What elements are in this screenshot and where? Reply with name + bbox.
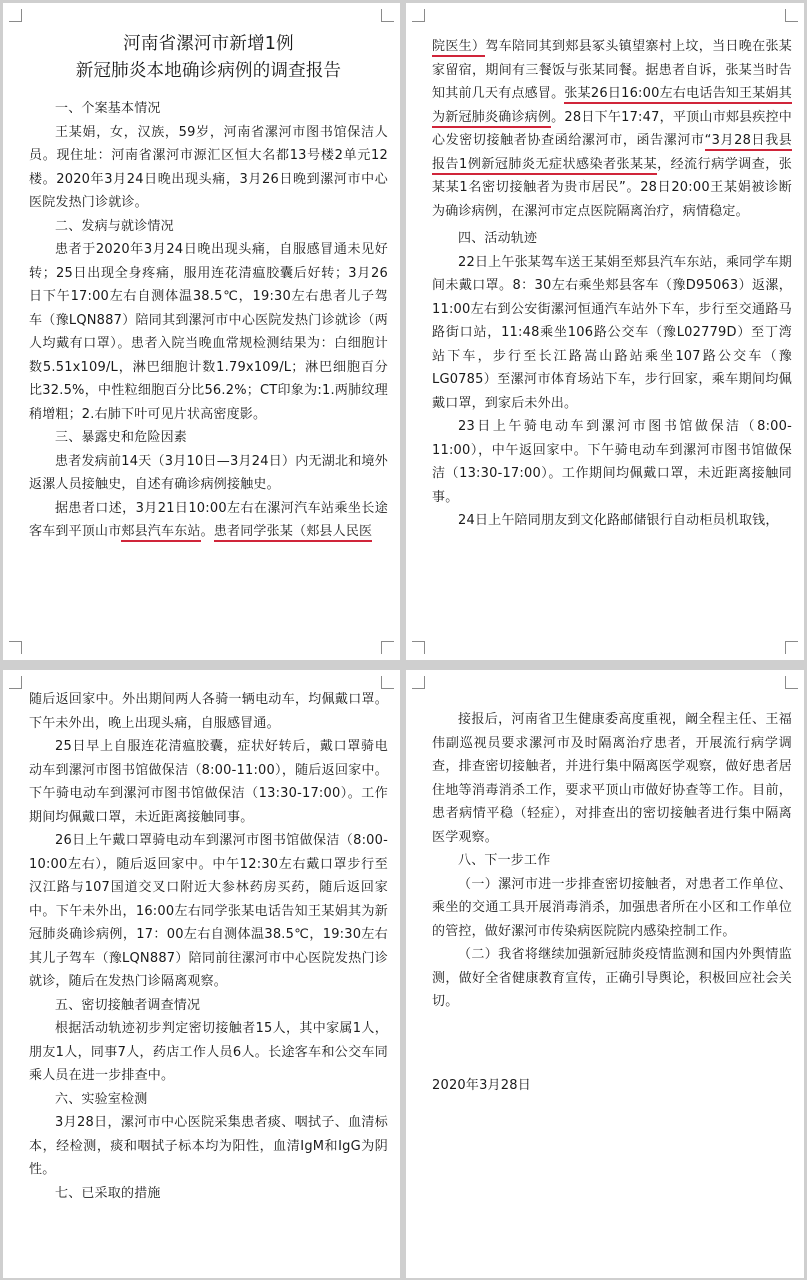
section-heading-6: 六、实验室检测 (55, 1091, 148, 1107)
underlined-text: 郏县汽车东站 (121, 524, 200, 542)
paragraph: 患者发病前14天（3月10日—3月24日）内无湖北和境外返漯人员接触史，自述有确诊病例接触史。 (29, 453, 388, 492)
text-run: 。 (200, 524, 214, 539)
title-line-2: 新冠肺炎本地确诊病例的调查报告 (75, 61, 342, 81)
section-heading-4: 四、活动轨迹 (458, 231, 538, 246)
document-date: 2020年3月28日 (432, 1077, 531, 1093)
paragraph: 根据活动轨迹初步判定密切接触者15人，其中家属1人，朋友1人，同事7人，药店工作人员6人。长途客车和公交车同乘人员在进一步排查中。 (29, 1021, 388, 1083)
paragraph (432, 35, 792, 223)
corner-mark (785, 676, 798, 689)
document-page-2 (406, 3, 804, 660)
paragraph: 24日上午陪同朋友到文化路邮储银行自动柜员机取钱， (458, 513, 779, 528)
paragraph: 3月28日，漯河市中心医院采集患者痰、咽拭子、血清标本，经检测，痰和咽拭子标本均为阳性，血清IgM和IgG为阴性。 (29, 1115, 388, 1177)
paragraph: 22日上午张某驾车送王某娟至郏县汽车东站，乘同学车期间未戴口罩。8：30左右乘坐郏县客车（豫D95063）返漯，11:00左右到公安街漯河恒通汽车站外下车，步行至交通路马路街口站，11:48乘坐106路公交车（豫L02779D）至丁湾站下车，步行至长江路嵩山路站乘坐107路公交车（豫LG0785）至漯河市体育场站下车，步行回家，乘车期间均佩戴口罩，到家后未外出。 (432, 254, 792, 411)
document-page-3 (3, 670, 400, 1278)
corner-mark (785, 9, 798, 22)
paragraph: 患者于2020年3月24日晚出现头痛，自服感冒通未见好转；25日出现全身疼痛，服用连花清瘟胶囊后好转；3月26日下午17:00左右自测体温38.5℃，19:30左右患者儿子驾车（豫LQN887）陪同其到漯河市中心医院发热门诊就诊（两人均戴有口罩）。患者入院当晚血常规检测结果为：白细胞计数5.51x109/L，淋巴细胞计数1.79x109/L；淋巴细胞百分比32.5%，中性粒细胞百分比56.2%；CT印象为:1.两肺纹理稍增粗；2.右肺下叶可见片状高密度影。 (29, 242, 388, 422)
text-run: 。28日下午17:47，平顶山市郏县疾控中心发密切接触者协查函给漯河市，函告漯河市 (432, 109, 792, 148)
corner-mark (9, 9, 22, 22)
section-heading-5: 五、密切接触者调查情况 (55, 997, 201, 1013)
corner-mark (381, 9, 394, 22)
document-page-4 (406, 670, 804, 1278)
corner-mark (412, 9, 425, 22)
text-run: 据患者口述，3月21日10:00左右在漯河汽车站乘坐长途客车到平顶山市 (29, 500, 388, 539)
underlined-text: 患者同学张某（郏县人民医 (214, 524, 372, 542)
corner-mark (381, 641, 394, 654)
paragraph: 王某娟，女，汉族，59岁，河南省漯河市图书馆保洁人员。现住址：河南省漯河市源汇区恒大名都13号楼2单元12楼。2020年3月24日晚出现头痛，3月26日晚到漯河市中心医院发热门诊就诊。 (29, 124, 388, 210)
document-title (29, 31, 388, 85)
paragraph: 随后返回家中。外出期间两人各骑一辆电动车，均佩戴口罩。下午未外出，晚上出现头痛，自服感冒通。 (29, 692, 388, 731)
text-run: ，经流行病学调查，张某某1名密切接触者为贵市居民”。28日20:00王某娟被诊断为确诊病例，在漯河市定点医院隔离治疗，病情稳定。 (432, 156, 792, 219)
corner-mark (412, 641, 425, 654)
underlined-text: 张某26日16:00左右电话告知王某娟其为新冠肺炎确诊病例 (432, 86, 792, 128)
corner-mark (9, 676, 22, 689)
paragraph: 25日早上自服连花清瘟胶囊，症状好转后，戴口罩骑电动车到漯河市图书馆做保洁（8:00-11:00），随后返回家中。下午骑电动车到漯河市图书馆做保洁（13:30-17:00）。工作期间均佩戴口罩，未近距离接触同事。 (29, 739, 388, 825)
section-heading-1: 一、个案基本情况 (55, 101, 161, 116)
corner-mark (9, 641, 22, 654)
document-page-1 (3, 3, 400, 660)
corner-mark (412, 676, 425, 689)
section-heading-7: 七、已采取的措施 (55, 1185, 161, 1201)
paragraph: 23日上午骑电动车到漯河市图书馆做保洁（8:00-11:00），中午返回家中。下午骑电动车到漯河市图书馆做保洁（13:30-17:00）。工作期间均佩戴口罩，未近距离接触同事。 (432, 419, 792, 505)
underlined-text: “3月28日我县报告1例新冠肺炎无症状感染者张某某 (432, 133, 792, 175)
text-run: 驾车陪同其到郏县冢头镇望寨村上坟，当日晚在张某家留宿，期间有三餐饭与张某同餐。据患者自诉，张某当时告知其前几天有点感冒。 (432, 39, 792, 101)
section-heading-2: 二、发病与就诊情况 (55, 218, 174, 234)
underlined-text: 院医生） (432, 39, 485, 57)
corner-mark (785, 641, 798, 654)
section-heading-8: 八、下一步工作 (458, 853, 551, 868)
paragraph: （二）我省将继续加强新冠肺炎疫情监测和国内外舆情监测，做好全省健康教育宣传，正确引导舆论，积极回应社会关切。 (432, 947, 792, 1009)
paragraph (29, 497, 388, 544)
paragraph: 26日上午戴口罩骑电动车到漯河市图书馆做保洁（8:00-10:00左右），随后返回家中。中午12:30左右戴口罩步行至汉江路与107国道交叉口附近大参林药房买药，随后返回家中。下午未外出，16:00左右同学张某电话告知王某娟其为新冠肺炎确诊病例，17：00左右自测体温38.5℃，19:30左右其儿子驾车（豫LQN887）陪同前往漯河市中心医院发热门诊就诊，随后在发热门诊隔离观察。 (29, 833, 388, 989)
section-heading-3: 三、暴露史和危险因素 (55, 430, 188, 445)
paragraph: （一）漯河市进一步排查密切接触者，对患者工作单位、乘坐的交通工具开展消毒消杀，加强患者所在小区和工作单位的管控，做好漯河市传染病医院院内感染控制工作。 (432, 876, 792, 939)
title-line-1: 河南省漯河市新增1例 (123, 34, 294, 54)
paragraph: 接报后，河南省卫生健康委高度重视，阚全程主任、王福伟副巡视员要求漯河市及时隔离治疗患者，开展流行病学调查，排查密切接触者，并进行集中隔离医学观察，做好患者居住地等消毒消杀工作，要求平顶山市做好协查等工作。目前，患者病情平稳（轻症），对排查出的密切接触者进行集中隔离医学观察。 (432, 712, 792, 845)
